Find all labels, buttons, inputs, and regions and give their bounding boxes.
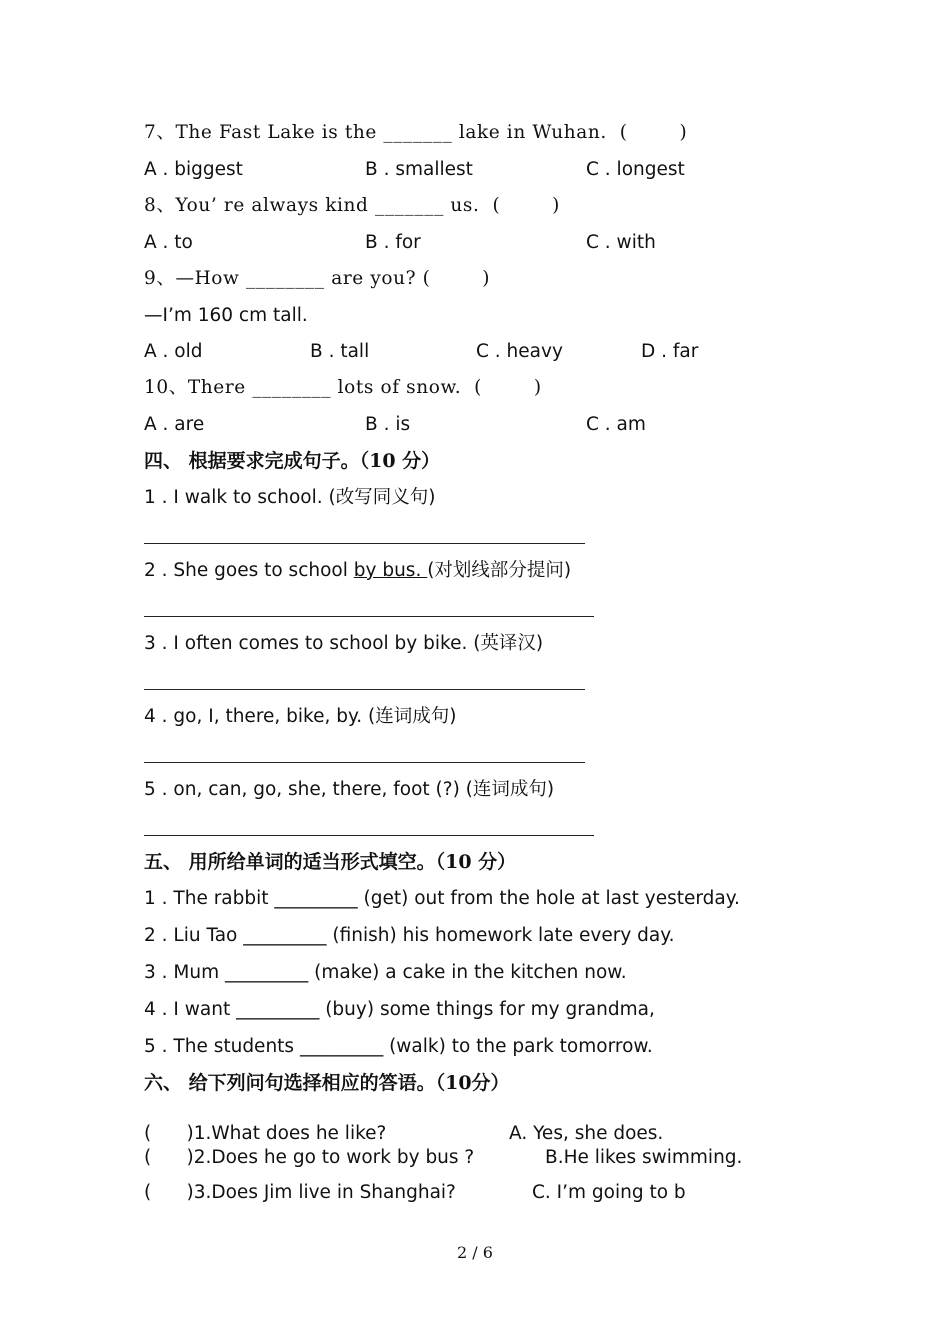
question-10-option-b: B . is xyxy=(365,414,411,435)
section-4-item-3: 3 . I often comes to school by bike. (英译汉) xyxy=(144,633,544,654)
question-8-stem: 8、You’ re always kind _______ us. ( ) xyxy=(144,195,560,216)
question-9-answer: —I’m 160 cm tall. xyxy=(144,305,308,326)
question-9-stem: 9、—How ________ are you? ( ) xyxy=(144,268,491,289)
section-5-item-2: 2 . Liu Tao _________ (finish) his homework late every day. xyxy=(144,925,675,946)
question-9-option-c: C . heavy xyxy=(476,341,563,362)
question-9-option-d: D . far xyxy=(641,341,699,362)
answer-line-4 xyxy=(144,762,585,763)
question-8-option-c: C . with xyxy=(586,232,656,253)
question-10-stem: 10、There ________ lots of snow. ( ) xyxy=(144,377,542,398)
section-6-title: 六、 给下列问句选择相应的答语。（10分） xyxy=(144,1072,510,1094)
section-4-item-2-instruction: (对划线部分提问) xyxy=(427,560,572,581)
page-number: 2 / 6 xyxy=(457,1243,493,1262)
section-5-item-4: 4 . I want _________ (buy) some things for my grandma, xyxy=(144,999,655,1020)
underlined-phrase: by bus. xyxy=(353,560,428,581)
section-6-question-1: ( )1.What does he like? xyxy=(144,1123,387,1144)
question-7-option-c: C . longest xyxy=(586,159,685,180)
question-8-option-b: B . for xyxy=(365,232,421,253)
answer-line-5 xyxy=(144,835,594,836)
answer-line-1 xyxy=(144,543,585,544)
question-7-option-b: B . smallest xyxy=(365,159,473,180)
section-4-item-4: 4 . go, I, there, bike, by. (连词成句) xyxy=(144,706,457,727)
question-9-option-b: B . tall xyxy=(310,341,370,362)
section-4-item-2-text: 2 . She goes to school xyxy=(144,560,354,581)
question-7-option-a: A . biggest xyxy=(144,159,243,180)
answer-line-2 xyxy=(144,616,594,617)
section-4-item-5: 5 . on, can, go, she, there, foot (?) (连词成句) xyxy=(144,779,555,800)
section-5-item-3: 3 . Mum _________ (make) a cake in the kitchen now. xyxy=(144,962,627,983)
section-4-item-1: 1 . I walk to school. (改写同义句) xyxy=(144,487,436,508)
section-5-title: 五、 用所给单词的适当形式填空。（10 分） xyxy=(144,851,517,873)
question-9-option-a: A . old xyxy=(144,341,203,362)
question-10-option-c: C . am xyxy=(586,414,646,435)
section-6-answer-c: C. I’m going to b xyxy=(532,1182,686,1203)
question-7-stem: 7、The Fast Lake is the _______ lake in Wuhan. ( ) xyxy=(144,122,688,143)
question-10-option-a: A . are xyxy=(144,414,205,435)
section-5-item-5: 5 . The students _________ (walk) to the park tomorrow. xyxy=(144,1036,653,1057)
section-6-answer-b: B.He likes swimming. xyxy=(545,1147,743,1168)
section-6-question-3: ( )3.Does Jim live in Shanghai? xyxy=(144,1182,456,1203)
section-4-title: 四、 根据要求完成句子。（10 分） xyxy=(144,450,441,472)
section-6-question-2: ( )2.Does he go to work by bus ? xyxy=(144,1147,475,1168)
section-4-item-2 xyxy=(144,559,571,583)
section-6-answer-a: A. Yes, she does. xyxy=(509,1123,664,1144)
section-5-item-1: 1 . The rabbit _________ (get) out from the hole at last yesterday. xyxy=(144,888,740,909)
answer-line-3 xyxy=(144,689,585,690)
question-8-option-a: A . to xyxy=(144,232,193,253)
